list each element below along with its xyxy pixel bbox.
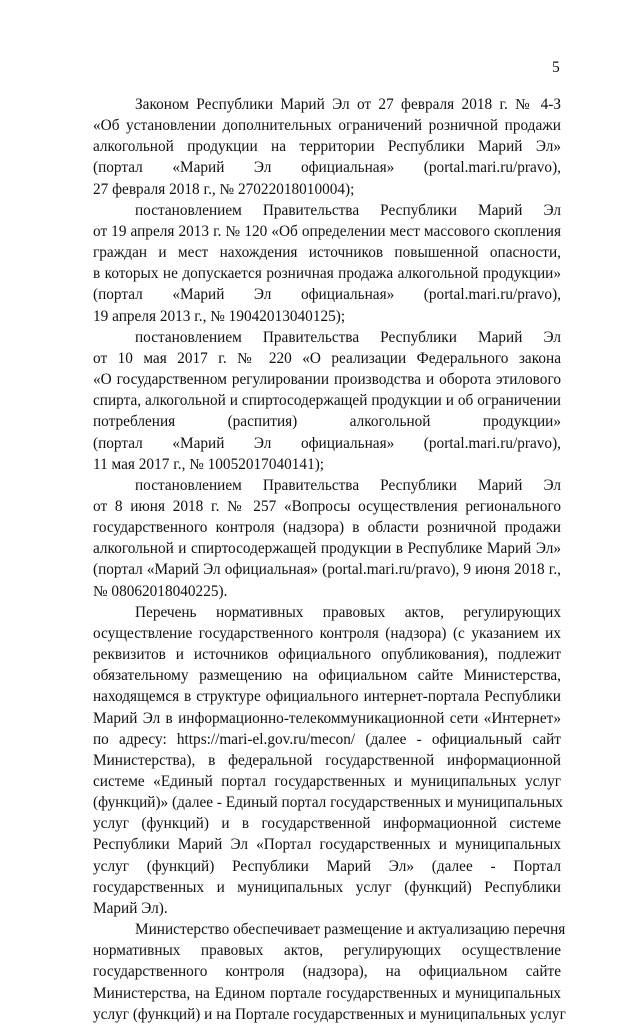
text-line: постановлением Правительства Республики Марий Эл xyxy=(135,328,561,346)
paragraph xyxy=(93,919,566,1025)
text-line: от 10 мая 2017 г. № 220 «О реализации Федерального закона xyxy=(93,349,561,367)
text-line: услуг (функций) Республики Марий Эл» (далее - Портал xyxy=(93,857,561,875)
text-line: Марий Эл). xyxy=(93,899,168,917)
text-line: № 08062018040225). xyxy=(93,582,228,600)
text-line: от 19 апреля 2013 г. № 120 «Об определении мест массового скопления xyxy=(93,222,561,240)
text-line: Министерства), в федеральной государственной информационной xyxy=(93,751,561,769)
text-line: алкогольной продукции на территории Республики Марий Эл» xyxy=(93,138,561,156)
text-line: Перечень нормативных правовых актов, регулирующих xyxy=(135,603,561,621)
text-line: алкогольной и спиртосодержащей продукции в Республике Марий Эл» xyxy=(93,540,561,558)
paragraph xyxy=(93,94,561,200)
text-line: по адресу: https://mari-el.gov.ru/mecon/ (далее - официальный сайт xyxy=(93,730,561,748)
text-line: услуг (функций) и на Портале государственных и муниципальных услуг xyxy=(93,1005,566,1023)
document-body xyxy=(93,94,566,1025)
text-line: 19 апреля 2013 г., № 19042013040125); xyxy=(93,307,346,325)
page-number: 5 xyxy=(552,59,560,76)
text-line: находящемся в структуре официального интернет-портала Республики xyxy=(93,688,561,706)
text-line: 11 мая 2017 г., № 10052017040141); xyxy=(93,455,325,473)
text-line: услуг (функций) и в государственной информационной системе xyxy=(93,815,561,833)
text-line: системе «Единый портал государственных и муниципальных услуг xyxy=(93,773,561,790)
text-line: 27 февраля 2018 г., № 27022018010004); xyxy=(93,180,355,198)
text-line: обязательному размещению на официальном сайте Министерства, xyxy=(93,667,561,685)
paragraph xyxy=(93,327,561,475)
text-line: нормативных правовых актов, регулирующих осуществление xyxy=(93,942,561,960)
paragraph xyxy=(93,602,561,919)
text-line: (функций)» (далее - Единый портал государственных и муниципальных xyxy=(93,794,563,812)
text-line: реквизитов и источников официального опубликования), подлежит xyxy=(93,646,561,664)
text-line: потребления (распития) алкогольной продукции» xyxy=(93,413,561,431)
text-line: спирта, алкогольной и спиртосодержащей продукции и об ограничении xyxy=(93,392,561,410)
paragraph xyxy=(93,475,561,602)
paragraph xyxy=(93,200,561,327)
text-line: (портал «Марий Эл официальная» (portal.mari.ru/pravo), xyxy=(93,434,561,452)
text-line: государственных и муниципальных услуг (функций) Республики xyxy=(93,878,561,896)
text-line: в которых не допускается розничная продажа алкогольной продукции» xyxy=(93,265,561,283)
text-line: «О государственном регулировании производства и оборота этилового xyxy=(93,371,561,389)
text-line: Республики Марий Эл «Портал государственных и муниципальных xyxy=(93,836,561,854)
text-line: постановлением Правительства Республики Марий Эл xyxy=(135,476,561,494)
text-line: (портал «Марий Эл официальная» (portal.mari.ru/pravo), xyxy=(93,286,561,304)
text-line: осуществление государственного контроля (надзора) (с указанием их xyxy=(93,624,561,642)
text-line: от 8 июня 2018 г. № 257 «Вопросы осуществления регионального xyxy=(93,497,561,515)
text-line: постановлением Правительства Республики Марий Эл xyxy=(135,201,561,219)
text-line: государственного контроля (надзора) в области розничной продажи xyxy=(93,519,561,537)
text-line: (портал «Марий Эл официальная» (portal.mari.ru/pravo), 9 июня 2018 г., xyxy=(93,561,561,579)
text-line: граждан и мест нахождения источников повышенной опасности, xyxy=(93,244,561,262)
text-line: Министерства, на Едином портале государственных и муниципальных xyxy=(93,984,561,1002)
text-line: Министерство обеспечивает размещение и актуализацию перечня xyxy=(135,921,566,939)
text-line: государственного контроля (надзора), на официальном сайте xyxy=(93,963,561,981)
text-line: (портал «Марий Эл официальная» (portal.mari.ru/pravo), xyxy=(93,159,561,177)
text-line: «Об установлении дополнительных ограничений розничной продажи xyxy=(93,117,561,135)
text-line: Марий Эл в информационно-телекоммуникационной сети «Интернет» xyxy=(93,709,561,727)
text-line: Законом Республики Марий Эл от 27 февраля 2018 г. № 4-З xyxy=(135,96,561,113)
